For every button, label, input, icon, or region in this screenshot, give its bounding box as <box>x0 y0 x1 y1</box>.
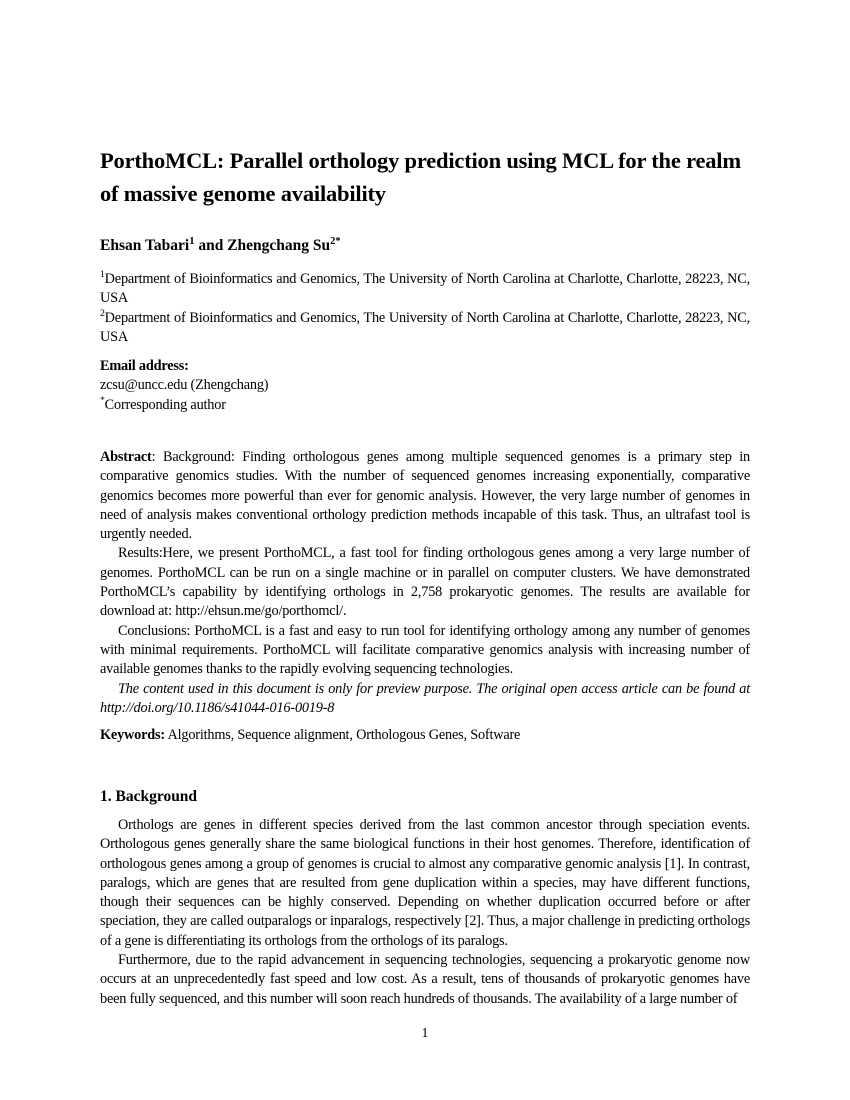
background-paragraph-1: Orthologs are genes in different species derived from the last common ancestor through speciation events. Orthologous genes generally share the same biological functions in their host genomes. Therefore, identification of orthologous genes among a group of genomes is crucial to almost any comparative genomic analysis [1]. In contrast, paralogs, which are genes that are resulted from gene duplication within a species, may have different functions, though their sequences can be highly conserved. Depending on whether duplication occurred before or after speciation, they are called outparalogs or inparalogs, respectively [2]. Thus, a major challenge in predicting orthologs of a gene is differentiating its orthologs from the orthologs of its paralogs. <box>100 817 750 949</box>
keywords-list: Algorithms, Sequence alignment, Orthologous Genes, Software <box>164 727 521 743</box>
corresponding-author-mark: * <box>100 394 105 406</box>
authors-line <box>100 236 750 256</box>
author-2-affiliation-mark: 2* <box>330 235 341 247</box>
background-section-body <box>100 816 750 1009</box>
abstract-label: Abstract <box>100 449 152 465</box>
affiliation-2 <box>100 309 750 348</box>
authors-connector: and <box>194 237 228 254</box>
affiliation-1 <box>100 270 750 309</box>
keywords-line <box>100 726 750 745</box>
contact-block <box>100 357 750 415</box>
author-1-affiliation-mark: 1 <box>189 235 195 247</box>
page-number: 1 <box>421 1026 429 1041</box>
corresponding-author-text: Corresponding author <box>104 396 226 413</box>
email-label: Email address: <box>100 358 189 374</box>
email-address: zcsu@uncc.edu (Zhengchang) <box>100 377 269 394</box>
abstract-paragraph-results: Results:Here, we present PorthoMCL, a fast tool for finding orthologous genes among a very large number of genomes. PorthoMCL can be run on a single machine or in parallel on computer clusters. We have demonstrated PorthoMCL’s capability by identifying orthologs in 2,758 prokaryotic genomes. The results are available for download at: http://ehsun.me/go/porthomcl/. <box>100 545 750 620</box>
background-paragraph-2: Furthermore, due to the rapid advancement in sequencing technologies, sequencing a prokaryotic genome now occurs at an unprecedentedly fast speed and low cost. As a result, tens of thousands of prokaryotic genomes have been fully sequenced, and this number will soon reach hundreds of thousands. The availability of a large number of <box>100 952 750 1007</box>
affiliation-2-mark: 2 <box>100 307 105 319</box>
affiliation-2-text: Department of Bioinformatics and Genomics, The University of North Carolina at Charlotte, Charlotte, 28223, NC, USA <box>100 309 750 345</box>
abstract-paragraph-background <box>100 448 750 544</box>
abstract-paragraph-conclusions: Conclusions: PorthoMCL is a fast and easy to run tool for identifying orthology among any number of genomes with minimal requirements. PorthoMCL will facilitate comparative genomics analysis with increasing number of available genomes thanks to the rapidly evolving sequencing technologies. <box>100 622 750 678</box>
section-heading-background: 1. Background <box>100 788 198 805</box>
page-title: PorthoMCL: Parallel orthology prediction using MCL for the realm of massive genome availability <box>100 148 741 206</box>
author-1-name: Ehsan Tabari <box>100 237 190 254</box>
affiliation-1-mark: 1 <box>100 269 105 281</box>
abstract-section <box>100 448 750 718</box>
abstract-background-text: : Background: Finding orthologous genes among multiple sequenced genomes is a primary step in comparative genomics studies. With the number of sequenced genomes increasing exponentially, comparative genomics becomes more powerful than ever for genomic analysis. However, the very large number of genomes in need of analysis makes conventional orthology prediction methods incapable of this task. Thus, an ultrafast tool is urgently needed. <box>100 449 750 543</box>
keywords-label: Keywords: <box>100 727 165 743</box>
affiliation-1-text: Department of Bioinformatics and Genomics, The University of North Carolina at Charlotte, Charlotte, 28223, NC, USA <box>100 271 750 307</box>
abstract-preview-disclaimer: The content used in this document is only for preview purpose. The original open access article can be found at http://doi.org/10.1186/s41044-016-0019-8 <box>100 680 750 716</box>
affiliations <box>100 270 750 347</box>
author-2-name: Zhengchang Su <box>227 237 331 254</box>
corresponding-author-note <box>100 396 750 415</box>
